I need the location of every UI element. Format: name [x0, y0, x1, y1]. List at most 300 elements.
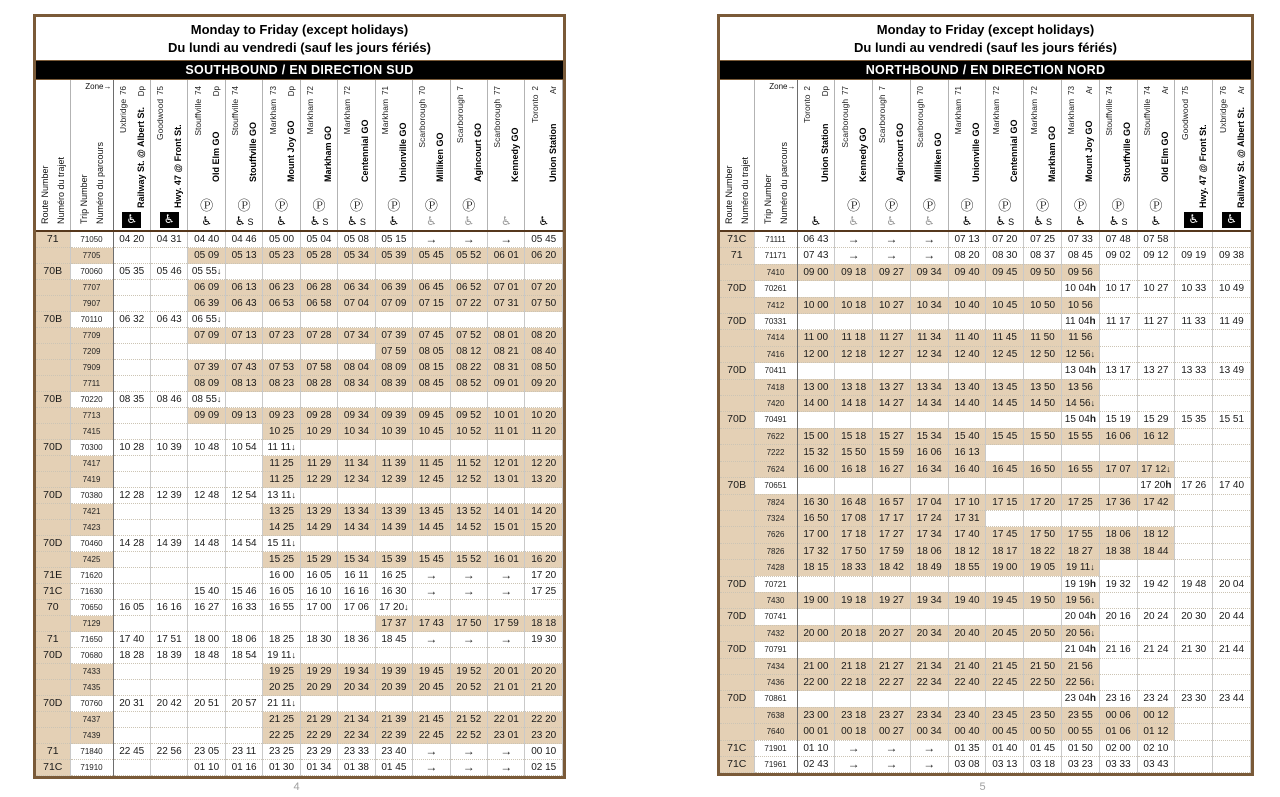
time-cell: 22 25 [263, 728, 300, 744]
time-cell: 20 42 [150, 696, 187, 712]
timetable-row [720, 576, 1251, 592]
skip-arrow-cell: → [910, 740, 948, 756]
time-cell: 06 55↓ [188, 312, 225, 328]
time-cell [1175, 379, 1213, 395]
time-cell: 02 43 [797, 757, 835, 773]
time-cell: 15 11↓ [263, 536, 300, 552]
time-cell: 08 05 [413, 344, 450, 360]
station-name: Railway St. @ Albert St. [135, 107, 146, 208]
time-cell [986, 445, 1024, 461]
time-cell: 19 11↓ [1061, 560, 1099, 576]
route-number-cell: 70D [36, 648, 70, 664]
station-name: Centennial GO [360, 119, 371, 182]
wheelchair-accessible-icon: ♿ [122, 212, 141, 228]
time-cell: 15 34 [910, 428, 948, 444]
accessibility-row [886, 215, 897, 228]
time-cell: 13 45 [986, 379, 1024, 395]
time-cell: 15 45 [413, 552, 450, 568]
zone-label: Zone→ [85, 82, 112, 91]
time-cell: 17 40 [113, 632, 150, 648]
time-cell: 16 00 [263, 568, 300, 584]
route-number-cell [720, 396, 754, 412]
time-cell: 21 52 [450, 712, 487, 728]
route-number-cell: 71C [36, 760, 70, 776]
header-label-fr: Numéro du parcours [778, 141, 789, 224]
time-cell [150, 520, 187, 536]
time-cell: 20 45 [413, 680, 450, 696]
skip-arrow-cell: → [873, 248, 911, 264]
skip-arrow-cell: → [450, 632, 487, 648]
time-cell: 11 17 [1099, 314, 1137, 330]
station-name: Kennedy GO [510, 127, 521, 182]
time-cell: 16 20 [525, 552, 563, 568]
time-cell [1099, 396, 1137, 412]
time-cell: 07 31 [488, 296, 525, 312]
time-cell [1175, 330, 1213, 346]
time-cell [150, 328, 187, 344]
time-cell [113, 728, 150, 744]
time-cell: 07 53 [263, 360, 300, 376]
time-cell: 16 16 [338, 584, 375, 600]
time-cell [797, 691, 835, 707]
time-cell: 10 18 [835, 297, 873, 313]
timetable-row [720, 363, 1251, 379]
timetable-row [36, 680, 563, 696]
rotated-station-label [1215, 86, 1249, 208]
parking-icon: Ⓟ [960, 199, 974, 214]
time-cell: 11 04h [1061, 314, 1099, 330]
route-number-cell [36, 408, 70, 424]
time-cell: 15 29 [1137, 412, 1175, 428]
station-icons [986, 200, 1023, 228]
time-cell: 10 45 [413, 424, 450, 440]
northbound-panel [717, 14, 1254, 776]
route-number-cell [720, 658, 754, 674]
time-cell [188, 712, 225, 728]
time-cell [986, 510, 1024, 526]
skip-arrow-cell: → [910, 248, 948, 264]
time-cell: 20 04h [1061, 609, 1099, 625]
time-cell: 22 52 [450, 728, 487, 744]
time-cell: 14 34 [910, 396, 948, 412]
time-cell: 16 05 [113, 600, 150, 616]
route-number-cell: 71C [720, 231, 754, 248]
time-cell [113, 568, 150, 584]
station-zone: 74 [1142, 86, 1152, 95]
time-cell: 14 45 [413, 520, 450, 536]
timetable-row [720, 740, 1251, 756]
time-cell: 08 37 [1024, 248, 1062, 264]
time-cell: 19 56↓ [1061, 592, 1099, 608]
time-cell: 01 50 [1061, 740, 1099, 756]
trip-number-cell: 7423 [70, 520, 113, 536]
time-cell [375, 440, 412, 456]
time-cell: 17 26 [1175, 478, 1213, 494]
time-cell [450, 392, 487, 408]
time-cell: 07 09 [188, 328, 225, 344]
time-cell: 05 28 [300, 248, 337, 264]
trip-number-cell: 7909 [70, 360, 113, 376]
time-cell [1175, 461, 1213, 477]
continues-arrow: ↓ [291, 442, 296, 452]
time-cell: 06 43 [797, 231, 835, 248]
time-cell [488, 648, 525, 664]
time-cell [113, 344, 150, 360]
time-cell: 22 00 [797, 674, 835, 690]
continues-arrow: ↓ [1166, 463, 1171, 474]
rotated-station-label [1063, 86, 1097, 182]
time-cell [375, 696, 412, 712]
time-cell: 17 18 [835, 527, 873, 543]
time-cell: 13 52 [450, 504, 487, 520]
timetable-row [720, 428, 1251, 444]
parking-icon: Ⓟ [847, 199, 861, 214]
time-cell [338, 344, 375, 360]
station-city: Scarborough [839, 98, 850, 148]
time-cell [835, 642, 873, 658]
timetable-row [720, 724, 1251, 740]
time-cell: 10 00 [797, 297, 835, 313]
time-cell [450, 648, 487, 664]
station-city: Markham [304, 98, 315, 135]
time-cell [1024, 314, 1062, 330]
time-cell: 12 40 [948, 346, 986, 362]
parking-icon: Ⓟ [312, 199, 326, 214]
parking-icon: Ⓟ [387, 199, 401, 214]
time-cell [1137, 330, 1175, 346]
station-column-header [338, 80, 375, 231]
time-cell: 16 27 [873, 461, 911, 477]
time-cell [263, 392, 300, 408]
time-cell: 17 00 [300, 600, 337, 616]
time-cell [1175, 510, 1213, 526]
time-cell [1137, 346, 1175, 362]
time-cell: 06 34 [338, 280, 375, 296]
time-cell: 15 04h [1061, 412, 1099, 428]
trip-number-cell: 70411 [754, 363, 797, 379]
time-cell: 08 55↓ [188, 392, 225, 408]
route-number-cell: 71E [36, 568, 70, 584]
time-cell: 14 18 [835, 396, 873, 412]
page-number-right: 5 [979, 781, 986, 793]
time-cell: 07 33 [1061, 231, 1099, 248]
time-cell: 08 23 [263, 376, 300, 392]
station-name: Centennial GO [1008, 119, 1019, 182]
time-cell: 18 38 [1099, 543, 1137, 559]
time-cell [1099, 478, 1137, 494]
s-stop-mark: S [1121, 217, 1128, 227]
continues-arrow: ↓ [291, 698, 296, 708]
station-zone: 2 [530, 86, 540, 91]
time-cell: 23 18 [835, 707, 873, 723]
timetable-row [36, 520, 563, 536]
time-cell: 10 27 [873, 297, 911, 313]
time-cell [835, 314, 873, 330]
time-cell: 09 34 [338, 408, 375, 424]
station-zone: 77 [840, 86, 850, 95]
time-cell [1175, 396, 1213, 412]
time-cell [948, 478, 986, 494]
timetable-row [720, 543, 1251, 559]
time-cell [1024, 412, 1062, 428]
accessibility-row [924, 215, 935, 228]
skip-arrow-cell: → [488, 632, 525, 648]
station-column-header [188, 80, 225, 231]
page-number-left: 4 [293, 781, 300, 793]
time-cell: 17 31 [948, 510, 986, 526]
time-cell: 13 11↓ [263, 488, 300, 504]
trip-number-cell: 70760 [70, 696, 113, 712]
time-cell: 14 00 [797, 396, 835, 412]
route-number-cell [36, 296, 70, 312]
time-cell [525, 392, 563, 408]
time-cell [338, 264, 375, 280]
time-cell: 08 30 [986, 248, 1024, 264]
time-cell: 17 43 [413, 616, 450, 632]
time-cell [113, 328, 150, 344]
time-cell: 15 50 [1024, 428, 1062, 444]
time-cell: 02 15 [525, 760, 563, 776]
trip-number-cell: 7622 [754, 428, 797, 444]
time-cell [375, 264, 412, 280]
time-cell: 21 16 [1099, 642, 1137, 658]
station-icons [1024, 200, 1061, 228]
time-cell: 08 46 [150, 392, 187, 408]
wheelchair-icon: ♿ [810, 214, 822, 228]
route-number-cell [36, 344, 70, 360]
time-cell [1175, 231, 1213, 248]
station-name: Old Elm GO [1159, 131, 1170, 182]
rotated-station-label [115, 86, 149, 208]
time-cell: 00 55 [1061, 724, 1099, 740]
time-cell: 21 39 [375, 712, 412, 728]
station-city: Scarborough [492, 98, 503, 148]
time-cell [338, 488, 375, 504]
time-cell: 18 30 [300, 632, 337, 648]
time-cell [375, 392, 412, 408]
time-cell [413, 696, 450, 712]
time-cell: 16 45 [986, 461, 1024, 477]
timetable-row [720, 757, 1251, 773]
transfer-mark: h [1089, 365, 1096, 377]
wheelchair-icon: ♿ [309, 214, 321, 228]
route-number-cell: 70B [36, 312, 70, 328]
time-cell: 19 48 [1175, 576, 1213, 592]
station-column-header [835, 80, 873, 231]
station-city: Stouffville [1141, 98, 1152, 136]
s-stop-mark: S [1008, 217, 1015, 227]
time-cell [986, 642, 1024, 658]
time-cell: 10 50 [1024, 297, 1062, 313]
time-cell [263, 264, 300, 280]
time-cell: 00 50 [1024, 724, 1062, 740]
departure-arrival-note: Ar [1160, 86, 1170, 94]
route-number-cell [36, 520, 70, 536]
time-cell [1213, 625, 1251, 641]
time-cell [797, 478, 835, 494]
direction-header: NORTHBOUND / EN DIRECTION NORD [720, 60, 1251, 80]
time-cell [525, 312, 563, 328]
time-cell: 22 27 [873, 674, 911, 690]
header-label-en: Trip Number [762, 174, 773, 224]
station-zone: 72 [991, 86, 1001, 95]
time-cell [300, 616, 337, 632]
wheelchair-accessible-icon: ♿ [160, 212, 179, 228]
skip-arrow-cell: → [488, 231, 525, 248]
route-number-cell: 70D [720, 412, 754, 428]
time-cell: 05 45 [525, 231, 563, 248]
time-cell: 18 39 [150, 648, 187, 664]
time-cell [1024, 510, 1062, 526]
trip-number-cell: 7439 [70, 728, 113, 744]
timetable-row [720, 396, 1251, 412]
time-cell: 06 43 [225, 296, 262, 312]
time-cell: 20 50 [1024, 625, 1062, 641]
time-cell: 21 45 [986, 658, 1024, 674]
time-cell: 09 45 [413, 408, 450, 424]
time-cell: 16 25 [375, 568, 412, 584]
time-cell: 13 29 [300, 504, 337, 520]
route-number-cell [720, 592, 754, 608]
time-cell [263, 312, 300, 328]
time-cell [113, 616, 150, 632]
time-cell [948, 363, 986, 379]
station-name: Union Station [547, 123, 558, 182]
trip-number-cell: 71961 [754, 757, 797, 773]
time-cell: 18 17 [986, 543, 1024, 559]
time-cell: 14 40 [948, 396, 986, 412]
continues-arrow: ↓ [1090, 562, 1095, 573]
time-cell [1213, 264, 1251, 280]
time-cell [263, 344, 300, 360]
station-icons [911, 200, 948, 228]
time-cell: 16 30 [797, 494, 835, 510]
time-cell [910, 281, 948, 297]
time-cell [1213, 396, 1251, 412]
trip-number-header [754, 80, 797, 231]
station-city-zone [837, 86, 853, 182]
rotated-station-label [452, 86, 486, 182]
time-cell: 11 18 [835, 330, 873, 346]
time-cell [1137, 510, 1175, 526]
station-name-row [1081, 86, 1097, 182]
trip-number-cell: 7437 [70, 712, 113, 728]
time-cell [338, 440, 375, 456]
trip-number-cell: 7638 [754, 707, 797, 723]
station-column-header [413, 80, 450, 231]
time-cell [525, 536, 563, 552]
time-cell [1175, 445, 1213, 461]
skip-arrow-cell: → [413, 568, 450, 584]
station-column-header [873, 80, 911, 231]
parking-icon: Ⓟ [275, 199, 289, 214]
trip-number-cell: 70261 [754, 281, 797, 297]
skip-arrow-cell: → [835, 248, 873, 264]
continues-arrow: ↓ [216, 394, 222, 404]
time-cell: 08 09 [375, 360, 412, 376]
header-row [720, 80, 1251, 231]
accessibility-row [463, 215, 474, 228]
accessibility-row [347, 215, 366, 228]
station-name-row [855, 86, 871, 182]
time-cell [1213, 560, 1251, 576]
time-cell: 23 30 [1175, 691, 1213, 707]
parking-icon: Ⓟ [200, 199, 214, 214]
time-cell [1024, 642, 1062, 658]
time-cell: 13 18 [835, 379, 873, 395]
route-number-cell [36, 456, 70, 472]
time-cell: 10 28 [113, 440, 150, 456]
trip-number-cell: 7420 [754, 396, 797, 412]
time-cell: 19 34 [338, 664, 375, 680]
transfer-mark: h [1089, 414, 1096, 426]
time-cell: 14 20 [525, 504, 563, 520]
route-number-cell: 71 [720, 248, 754, 264]
time-cell: 11 25 [263, 456, 300, 472]
route-number-cell [36, 328, 70, 344]
wheelchair-icon: ♿ [995, 214, 1007, 228]
continues-arrow: ↓ [291, 490, 296, 500]
trip-number-cell: 7434 [754, 658, 797, 674]
timetable-row [720, 642, 1251, 658]
wheelchair-icon: ♿ [388, 214, 400, 228]
time-cell: 00 27 [873, 724, 911, 740]
transfer-mark: h [1165, 480, 1172, 492]
time-cell [300, 696, 337, 712]
time-cell: 21 11↓ [263, 696, 300, 712]
station-city-zone [377, 86, 393, 182]
route-number-cell: 70B [36, 392, 70, 408]
time-cell: 16 05 [263, 584, 300, 600]
time-cell: 13 00 [797, 379, 835, 395]
time-cell: 15 27 [873, 428, 911, 444]
station-icons [114, 212, 150, 228]
station-column-header [525, 80, 563, 231]
time-cell: 00 18 [835, 724, 873, 740]
route-number-cell: 71C [36, 584, 70, 600]
time-cell: 17 40 [948, 527, 986, 543]
time-cell [1175, 494, 1213, 510]
time-cell [413, 264, 450, 280]
time-cell: 12 20 [525, 456, 563, 472]
station-city: Markham [953, 98, 964, 135]
station-zone: 76 [1218, 86, 1228, 95]
timetable-row [36, 376, 563, 392]
timetable-row [720, 461, 1251, 477]
time-cell: 09 01 [488, 376, 525, 392]
time-cell: 07 52 [450, 328, 487, 344]
time-cell [986, 363, 1024, 379]
skip-arrow-cell: → [873, 231, 911, 248]
time-cell [1061, 478, 1099, 494]
time-cell: 20 30 [1175, 609, 1213, 625]
continues-arrow: ↓ [1090, 676, 1096, 687]
timetable-row [36, 392, 563, 408]
time-cell [450, 312, 487, 328]
trip-number-cell: 7626 [754, 527, 797, 543]
time-cell: 12 54 [225, 488, 262, 504]
time-cell: 14 45 [986, 396, 1024, 412]
trip-number-cell: 7129 [70, 616, 113, 632]
time-cell: 16 57 [873, 494, 911, 510]
time-cell: 11 49 [1213, 314, 1251, 330]
time-cell: 17 10 [948, 494, 986, 510]
time-cell [188, 552, 225, 568]
time-cell: 07 20 [986, 231, 1024, 248]
time-cell: 18 44 [1137, 543, 1175, 559]
station-city-zone [950, 86, 966, 182]
time-cell [1213, 674, 1251, 690]
